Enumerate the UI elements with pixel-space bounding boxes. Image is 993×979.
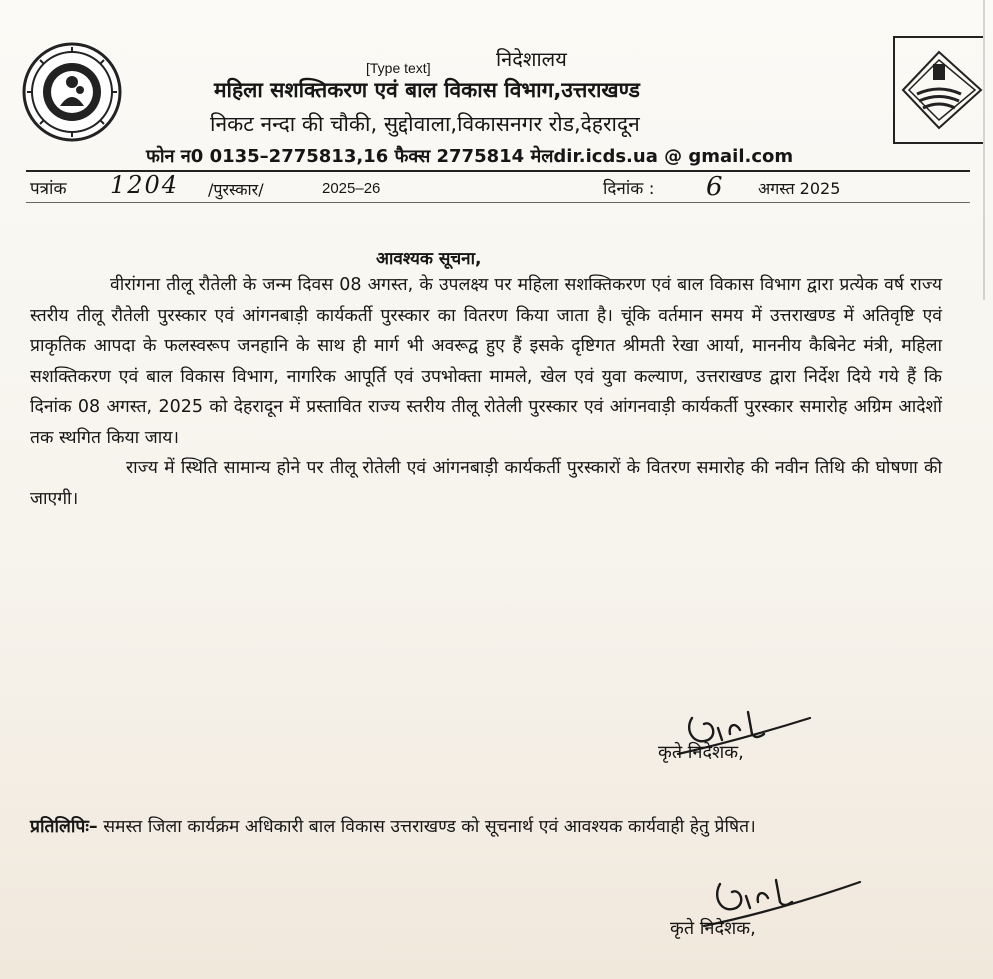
date-month-year: अगस्त 2025 (758, 179, 841, 198)
copy-text: समस्त जिला कार्यक्रम अधिकारी बाल विकास उत्तराखण्ड को सूचनार्थ एवं आवश्यक कार्यवाही हेतु प्रेषित। (103, 817, 756, 837)
uttarakhand-emblem-icon (893, 36, 983, 144)
contact-line: फोन न0 0135–2775813,16 फैक्स 2775814 मेलdir.icds.ua @ gmail.com (146, 146, 794, 167)
notice-body (30, 270, 942, 514)
reference-label: पत्रांक (30, 179, 67, 199)
office-title: निदेशालय (496, 47, 567, 71)
signature-1-text: कृते निदेशक, (658, 742, 744, 763)
office-address: निकट नन्दा की चौकी, सुद्दोवाला,विकासनगर रोड,देहरादून (210, 112, 640, 136)
reference-department-code: /पुरस्कार/ (208, 180, 264, 199)
date-day: 6 (706, 172, 723, 202)
copy-to-section (30, 812, 940, 843)
notice-paragraph-2: राज्य में स्थिति सामान्य होने पर तीलू रोतेली एवं आंगनबाड़ी कार्यकर्ती पुरस्कारों के वितरण समारोह की नवीन तिथि की घोषणा की जाएगी। (30, 458, 942, 509)
paper-edge (983, 0, 985, 300)
copy-label: प्रतिलिपिः– (30, 817, 98, 837)
notice-title: आवश्यक सूचना, (376, 249, 482, 269)
signature-2-text: कृते निदेशक, (670, 918, 756, 939)
notice-paragraph-1: वीरांगना तीलू रौतेली के जन्म दिवस 08 अगस्त, के उपलक्ष्य पर महिला सशक्तिकरण एवं बाल विकास विभाग द्वारा प्रत्येक वर्ष राज्य स्तरीय तीलू रौतेली पुरस्कार एवं आंगनबाड़ी कार्यकर्ती पुरस्कार का वितरण किया जाता है। चूंकि वर्तमान समय में उत्तराखण्ड में अतिवृष्टि एवं प्राकृतिक आपदा के फलस्वरूप जनहानि के साथ ही मार्ग भी अवरूद्व हुए हैं इसके दृष्टिगत श्रीमती रेखा आर्या, माननीय कैबिनेट मंत्री, महिला सशक्तिकरण एवं बाल विकास विभाग, नागरिक आपूर्ति एवं उपभोक्ता मामले, खेल एवं युवा कल्याण, उत्तराखण्ड द्वारा निर्देश दिये गये हैं कि दिनांक 08 अगस्त, 2025 को देहरादून में प्रस्तावित राज्य स्तरीय तीलू रोतेली पुरस्कार एवं आंगनवाड़ी कार्यकर्ती पुरस्कार समारोह अग्रिम आदेशों तक स्थगित किया जाय। (30, 275, 942, 448)
reference-number: 1204 (110, 171, 180, 199)
department-name: महिला सशक्तिकरण एवं बाल विकास विभाग,उत्तराखण्ड (214, 78, 640, 102)
reference-year: 2025–26 (322, 180, 381, 197)
type-text-placeholder: [Type text] (366, 60, 431, 76)
date-label: दिनांक : (603, 179, 655, 199)
icds-emblem-icon (20, 40, 124, 144)
reference-divider (26, 202, 970, 203)
